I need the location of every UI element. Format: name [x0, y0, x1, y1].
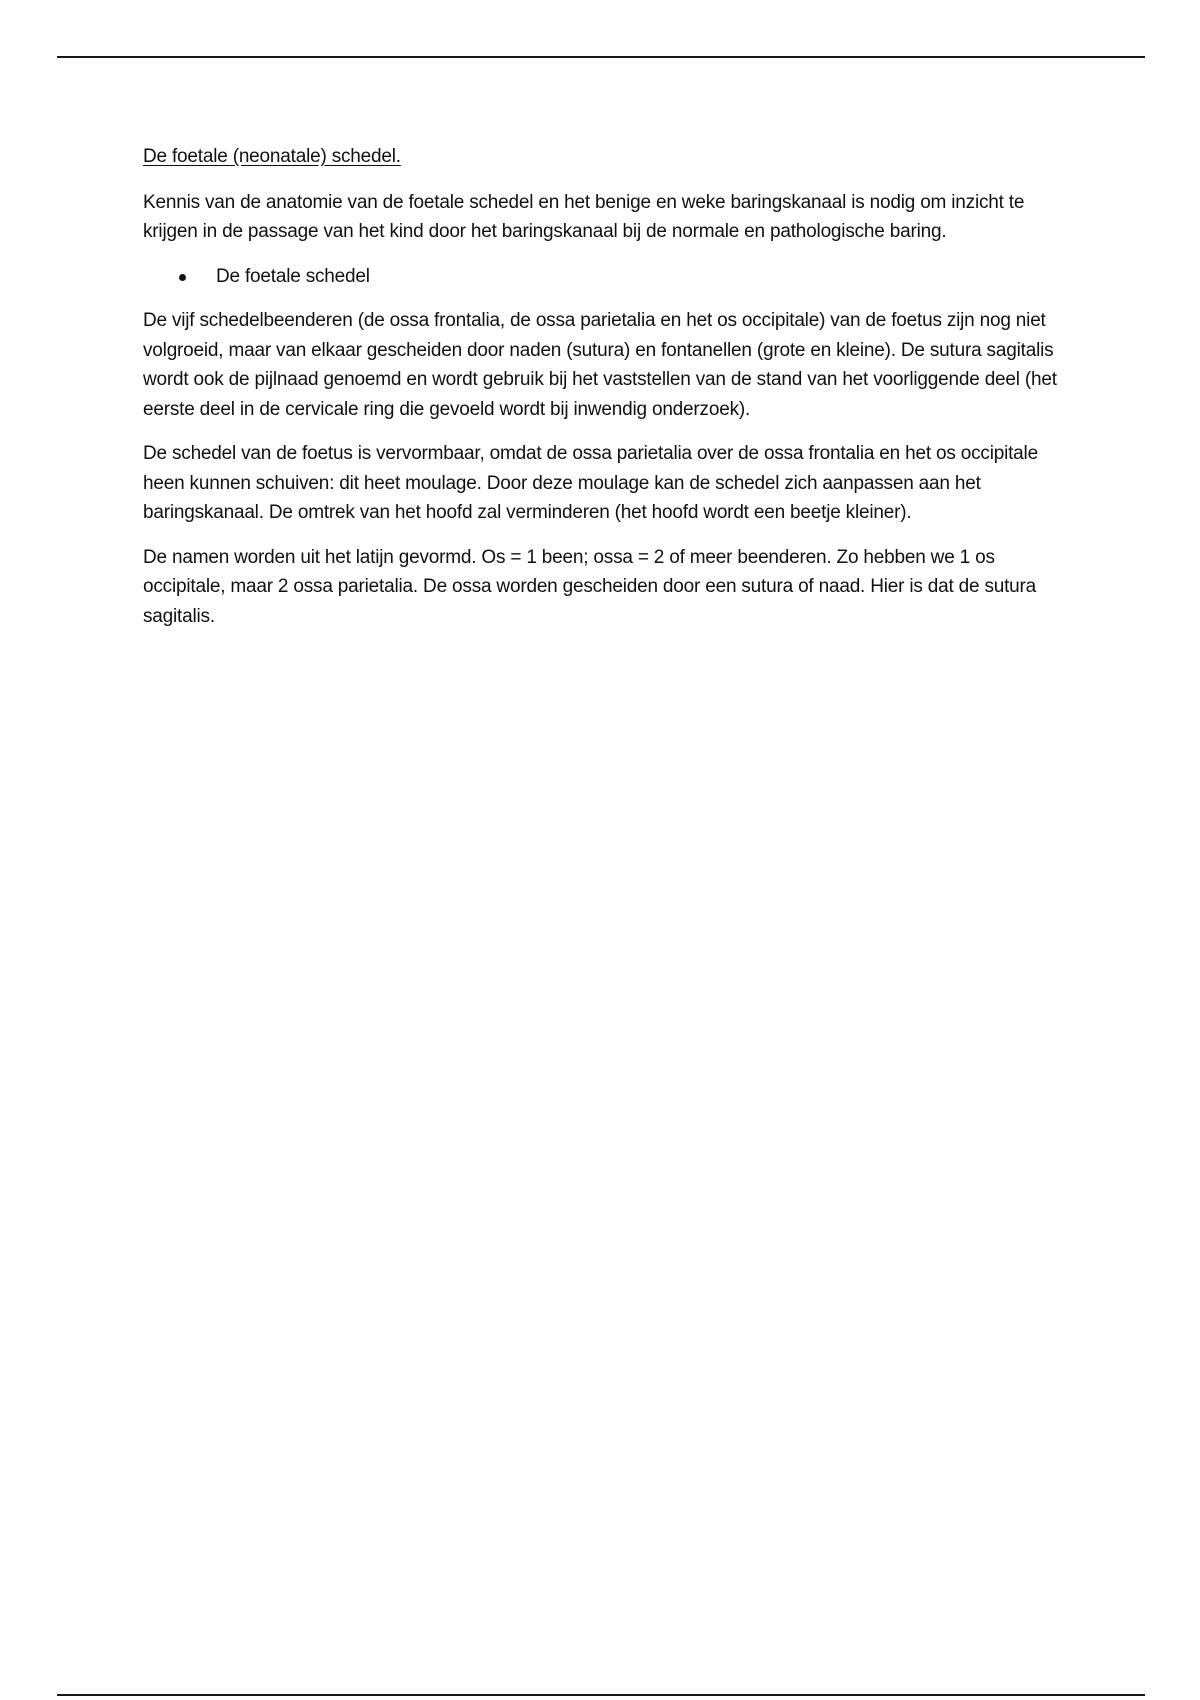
footer-rule [57, 1694, 1145, 1696]
bullet-list [143, 262, 1063, 292]
bullet-dot-icon [179, 274, 186, 281]
bullet-item-label: De foetale schedel [216, 265, 370, 287]
paragraph-skull-bones: De vijf schedelbeenderen (de ossa frontalia, de ossa parietalia en het os occipitale) van de foetus zijn nog niet volgroeid, maar van elkaar gescheiden door naden (sutura) en fontanellen (grote en kleine). De sutura sagitalis wordt ook de pijlnaad genoemd en wordt gebruik bij het vaststellen van de stand van het voorliggende deel (het eerste deel in de cervicale ring die gevoeld wordt bij inwendig onderzoek). [143, 310, 1057, 420]
document-body [143, 142, 1063, 646]
paragraph-moulage: De schedel van de foetus is vervormbaar, omdat de ossa parietalia over de ossa frontalia en het os occipitale heen kunnen schuiven: dit heet moulage. Door deze moulage kan de schedel zich aanpassen aan het baringskanaal. De omtrek van het hoofd zal verminderen (het hoofd wordt een beetje kleiner). [143, 443, 1038, 523]
bullet-item [143, 262, 1063, 292]
document-title: De foetale (neonatale) schedel. [143, 146, 401, 167]
intro-paragraph: Kennis van de anatomie van de foetale schedel en het benige en weke baringskanaal is nodig om inzicht te krijgen in de passage van het kind door het baringskanaal bij de normale en pathologische baring. [143, 191, 1025, 242]
paragraph-latin-names: De namen worden uit het latijn gevormd. Os = 1 been; ossa = 2 of meer beenderen. Zo hebben we 1 os occipitale, maar 2 ossa parietalia. De ossa worden gescheiden door een sutura of naad. Hier is dat de sutura sagitalis. [143, 546, 1037, 627]
header-rule [57, 56, 1145, 58]
